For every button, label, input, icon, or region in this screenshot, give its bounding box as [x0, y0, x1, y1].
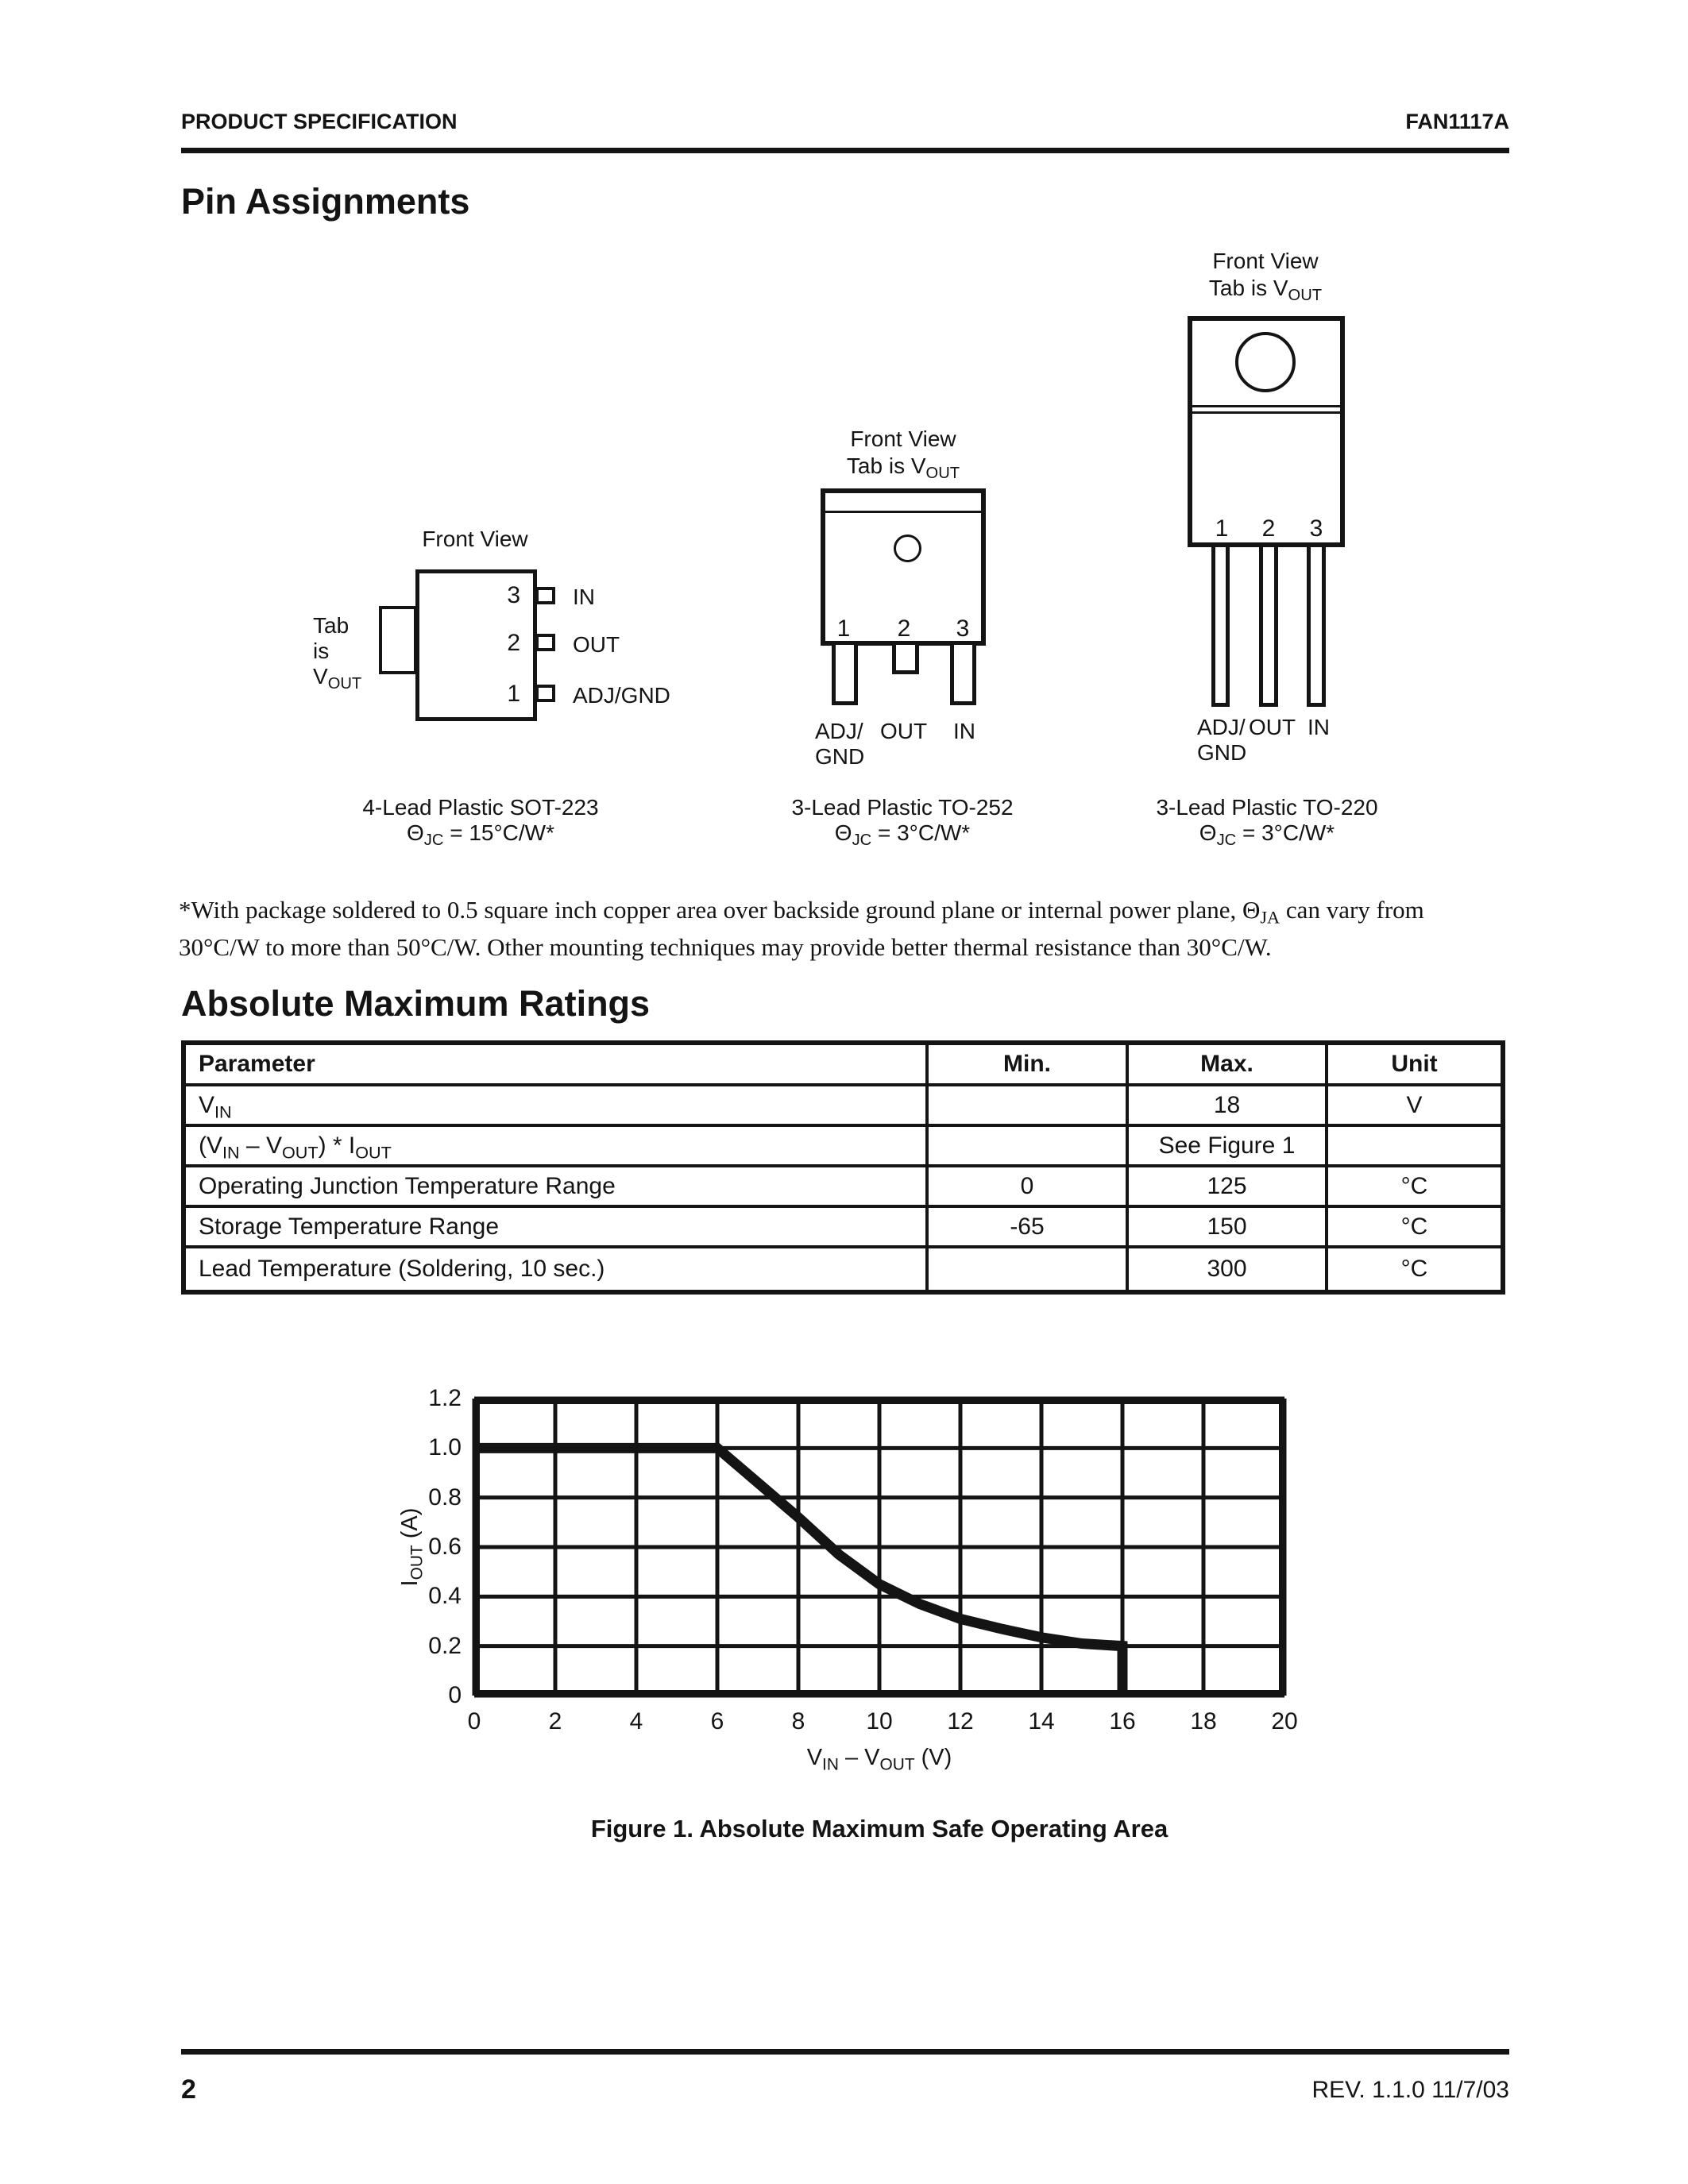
y-axis-title: $I_{OUT}$ (A) — [397, 1507, 427, 1587]
to252-pin1-number: 1 — [836, 615, 851, 642]
footer-rule — [181, 2049, 1509, 2055]
table-row-power-min — [929, 1127, 1129, 1167]
table-row-vin-max: 18 — [1129, 1086, 1328, 1127]
to252-pin3-label: IN — [953, 719, 975, 743]
sot223-pin2-lead — [535, 634, 555, 651]
table-row-vin-unit: V — [1328, 1086, 1501, 1127]
table-row-junction-min: 0 — [929, 1167, 1129, 1208]
to220-body — [1188, 316, 1345, 547]
abs-max-ratings-table — [181, 1040, 1505, 1295]
y-tick-label: 0.4 — [428, 1583, 462, 1610]
to252-tab-label: Tab is $V_{OUT}$ — [846, 453, 960, 483]
footnote-theta: Θ — [1242, 896, 1261, 924]
to252-pin2-label: OUT — [880, 719, 928, 743]
table-row-power-max: See Figure 1 — [1129, 1127, 1328, 1167]
sot223-pin1-lead — [535, 685, 555, 702]
sot223-caption: 4-Lead Plastic SOT-223 — [362, 795, 599, 820]
y-tick-label: 0 — [448, 1682, 462, 1708]
table-row-storage-min: -65 — [929, 1208, 1129, 1248]
table-header-max: Max. — [1129, 1045, 1328, 1086]
table-row-junction-parameter: Operating Junction Temperature Range — [186, 1167, 929, 1208]
thermal-footnote — [179, 891, 1521, 966]
header-part-number: FAN1117A — [1405, 110, 1509, 133]
table-row-vin-min — [929, 1086, 1129, 1127]
sot223-tab — [379, 606, 417, 674]
to220-pin1-number: 1 — [1215, 515, 1229, 542]
to252-pin3-number: 3 — [956, 615, 970, 642]
x-tick-label: 18 — [1190, 1708, 1217, 1734]
to220-leg3 — [1307, 547, 1326, 707]
sot223-pin1-number: 1 — [507, 681, 520, 707]
y-tick-label: 0.6 — [428, 1534, 462, 1560]
soa-chart — [397, 1385, 1298, 1843]
x-tick-label: 12 — [947, 1708, 974, 1734]
x-tick-label: 6 — [710, 1708, 724, 1734]
to220-pin1-label-line2: GND — [1197, 740, 1247, 765]
section-title-pin-assignments: Pin Assignments — [181, 181, 470, 222]
table-header-min: Min. — [929, 1045, 1129, 1086]
to220-tab-divider-line2 — [1192, 411, 1340, 414]
x-tick-label: 14 — [1028, 1708, 1055, 1734]
table-row-power-unit — [1328, 1127, 1501, 1167]
to220-pin1-label-line1: ADJ/ — [1197, 715, 1246, 739]
x-tick-label: 2 — [548, 1708, 562, 1734]
to252-front-view-label: Front View — [850, 426, 956, 451]
table-row-junction-max: 125 — [1129, 1167, 1328, 1208]
sot223-pin2-label: OUT — [573, 632, 620, 657]
to220-leg2 — [1259, 547, 1278, 707]
to220-tab-label: Tab is $V_{OUT}$ — [1208, 276, 1323, 305]
x-axis-title: $V_{IN} - V_{OUT}$ (V) — [806, 1745, 952, 1774]
table-row-lead-parameter: Lead Temperature (Soldering, 10 sec.) — [186, 1248, 929, 1290]
y-tick-label: 0.8 — [428, 1484, 462, 1511]
x-tick-label: 16 — [1109, 1708, 1136, 1734]
sot223-pin2-number: 2 — [507, 630, 520, 656]
y-tick-label: 0.2 — [428, 1632, 462, 1659]
x-tick-label: 4 — [629, 1708, 643, 1734]
header-rule — [181, 148, 1509, 153]
sot223-tab-label-line1: Tab is — [313, 613, 350, 663]
to252-hole — [894, 534, 921, 562]
sot223-pin3-number: 3 — [507, 582, 520, 608]
to220-theta: $\Theta_{JC} = 3^\circ C/W*$ — [1199, 820, 1335, 850]
footnote-theta-sub: JA — [1260, 907, 1280, 928]
sot223-front-view-label: Front View — [422, 527, 528, 551]
table-row-lead-unit: °C — [1400, 1256, 1428, 1282]
figure-caption: Figure 1. Absolute Maximum Safe Operating Area — [590, 1815, 1168, 1843]
to252-pin1-label-line2: GND — [815, 744, 865, 769]
table-row-storage-max: 150 — [1129, 1208, 1328, 1248]
table-row-vin-parameter: $V_{IN}$ — [186, 1086, 929, 1127]
table-row-storage-unit: °C — [1328, 1208, 1501, 1248]
to252-leg2 — [892, 645, 919, 674]
table-row-junction-unit: °C — [1328, 1167, 1501, 1208]
y-tick-label: 1.2 — [428, 1385, 462, 1411]
header-doc-type: PRODUCT SPECIFICATION — [181, 110, 458, 133]
x-tick-label: 8 — [791, 1708, 805, 1734]
sot223-pin3-label: IN — [573, 585, 595, 609]
to220-pin3-label: IN — [1308, 715, 1330, 739]
table-row-storage-parameter: Storage Temperature Range — [186, 1208, 929, 1248]
footnote-text-3: 30°C/W to more than 50°C/W. Other mounting techniques may provide better thermal resistance than 30°C/W. — [179, 933, 1272, 961]
x-tick-label: 10 — [866, 1708, 893, 1734]
to252-leg1 — [832, 645, 858, 705]
to252-pin2-number: 2 — [897, 615, 911, 642]
sot223-theta: $\Theta_{JC} = 15^\circ C/W*$ — [407, 820, 554, 850]
section-title-abs-max: Absolute Maximum Ratings — [181, 983, 651, 1024]
to220-pin2-label: OUT — [1249, 715, 1296, 739]
footnote-text-2: can vary from — [1280, 896, 1424, 924]
to220-leg1 — [1211, 547, 1230, 707]
to220-pin2-number: 2 — [1261, 515, 1276, 542]
y-tick-label: 1.0 — [428, 1434, 462, 1461]
to252-caption: 3-Lead Plastic TO-252 — [791, 795, 1014, 820]
to252-theta: $\Theta_{JC} = 3^\circ C/W*$ — [834, 820, 971, 850]
to220-pin3-number: 3 — [1309, 515, 1323, 542]
table-header-parameter: Parameter — [186, 1045, 929, 1086]
to220-tab-divider-line1 — [1192, 405, 1340, 407]
table-header-unit: Unit — [1328, 1045, 1501, 1086]
to252-pin1-label-line1: ADJ/ — [815, 719, 863, 743]
table-row-power-parameter: $(V_{IN} - V_{OUT}) * I_{OUT}$ — [186, 1127, 929, 1167]
x-tick-label: 0 — [467, 1708, 481, 1734]
footnote-text-1: *With package soldered to 0.5 square inch copper area over backside ground plane or internal power plane, — [179, 896, 1242, 924]
to252-tab-divider — [825, 511, 981, 513]
to220-caption: 3-Lead Plastic TO-220 — [1156, 795, 1378, 820]
sot223-tab-label — [313, 613, 362, 693]
to220-front-view-label: Front View — [1212, 249, 1319, 273]
table-row-lead-max: 300 — [1129, 1248, 1328, 1290]
sot223-tab-label-line2: $V_{OUT}$ — [313, 664, 362, 693]
soa-chart-plot — [474, 1399, 1284, 1696]
sot223-pin3-lead — [535, 587, 555, 604]
to252-leg3 — [950, 645, 976, 705]
to220-mounting-hole — [1235, 332, 1296, 392]
sot223-pin1-label: ADJ/GND — [573, 683, 670, 708]
x-tick-label: 20 — [1271, 1708, 1298, 1734]
table-row-lead-min — [929, 1248, 1129, 1290]
footer-revision: REV. 1.1.0 11/7/03 — [1311, 2077, 1509, 2103]
footer-page-number: 2 — [181, 2074, 196, 2105]
